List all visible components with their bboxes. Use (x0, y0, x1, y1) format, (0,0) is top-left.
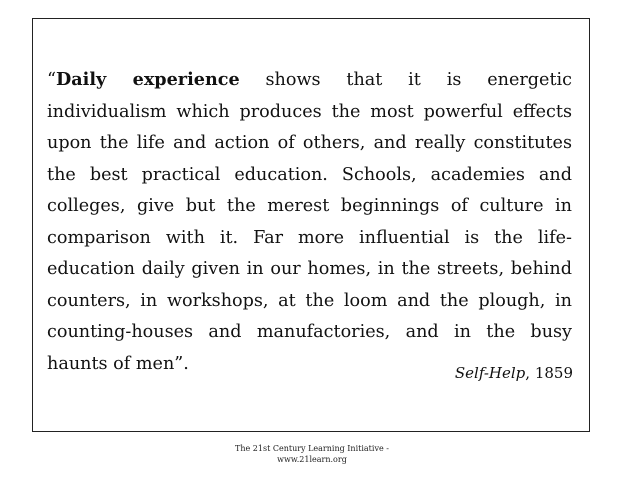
attribution-title: Self-Help (454, 364, 526, 382)
quote-text (47, 64, 572, 380)
quote-body: shows that it is energetic individualism which produces the most powerful effects upon the life and action of others, and really constitutes the best practical education. Schools, academies and colleges, give but the merest beginnings of culture in comparison with it. Far more influential is the life-education daily given in our homes, in the streets, behind counters, in workshops, at the loom and the plough, in counting-houses and manufactories, and in the busy haunts of men”. (47, 70, 573, 374)
attribution (455, 364, 573, 382)
footer (0, 443, 624, 465)
quote-lead: Daily experience (56, 69, 240, 90)
quote-open-mark: “ (47, 70, 56, 90)
footer-line-1: The 21st Century Learning Initiative - (235, 444, 389, 453)
attribution-year: , 1859 (525, 364, 573, 382)
footer-line-2: www.21learn.org (277, 455, 347, 464)
